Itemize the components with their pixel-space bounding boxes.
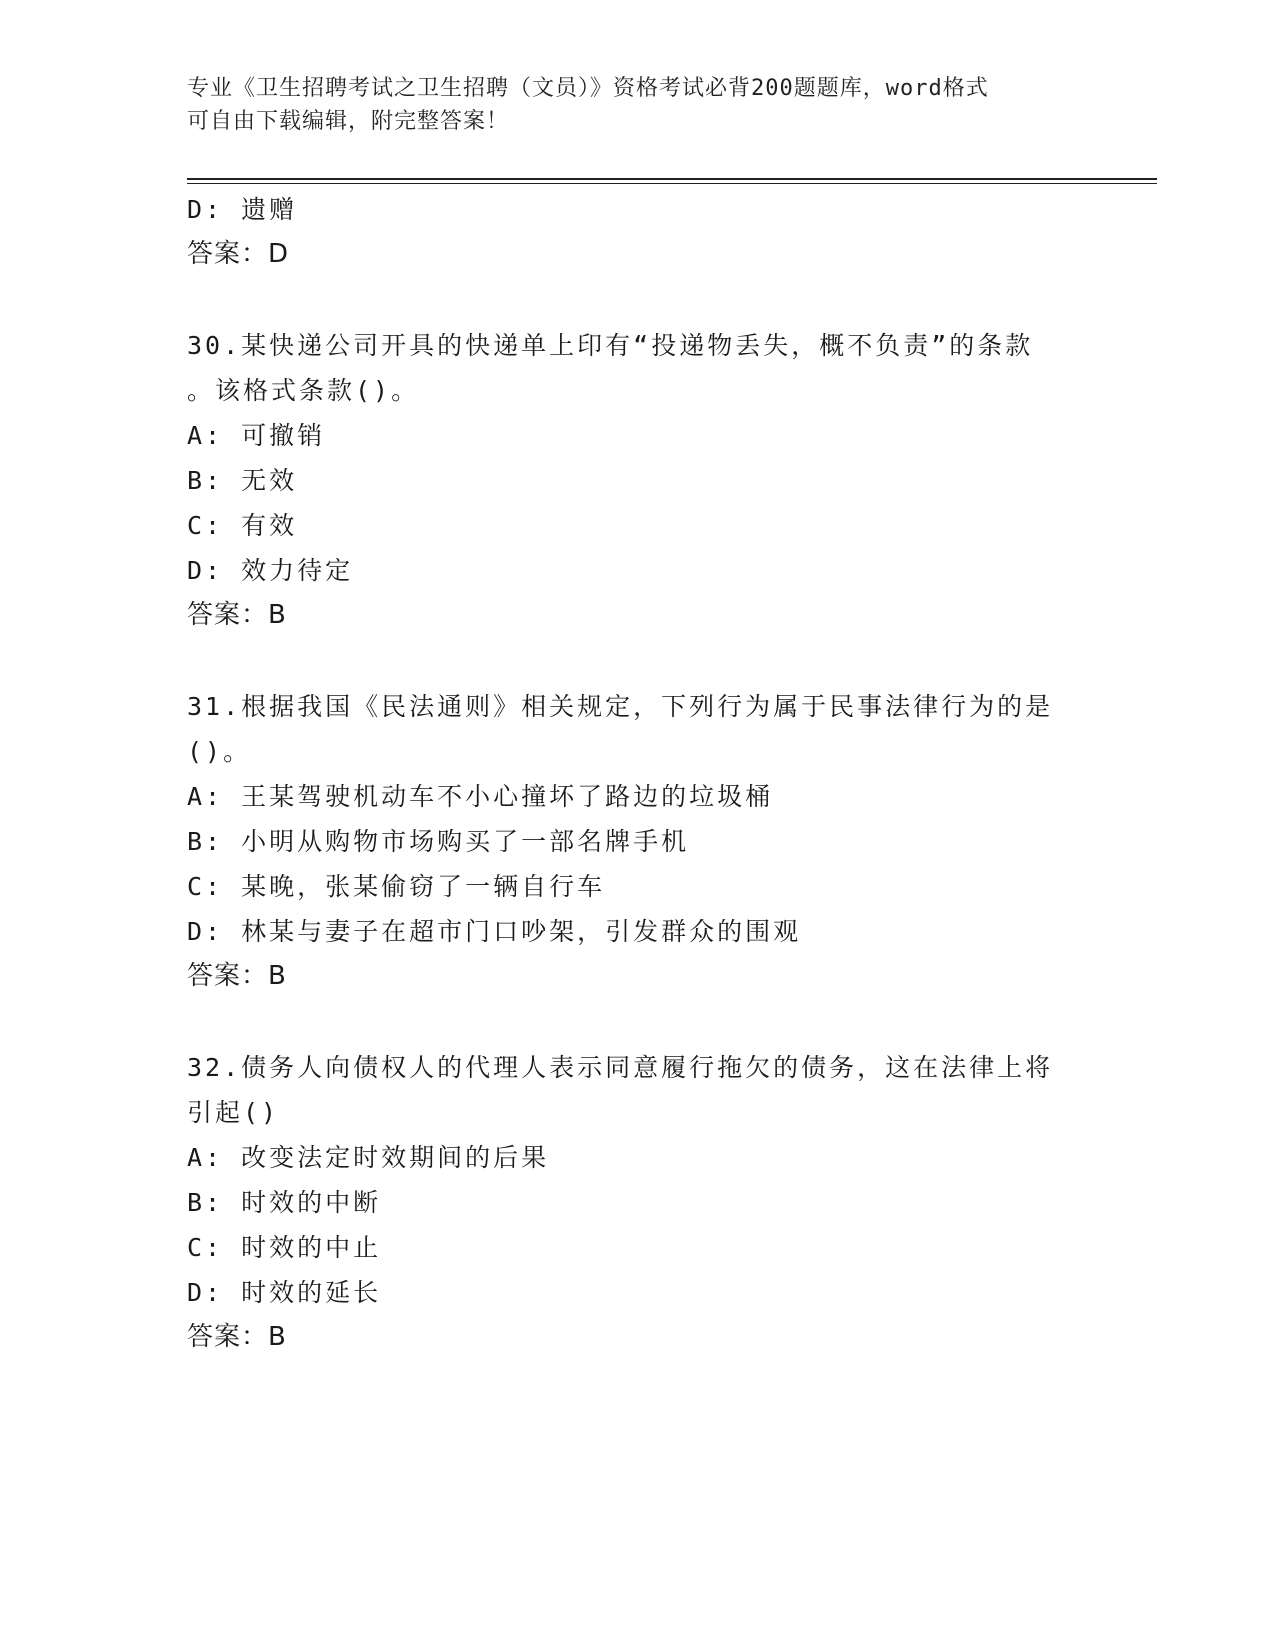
- option-b: B: 无效: [187, 466, 298, 495]
- prev-option-d: D: 遗赠: [187, 195, 298, 224]
- question-stem-continued: 引起(): [187, 1098, 280, 1127]
- header-divider: [187, 178, 1157, 184]
- question-31: [187, 684, 1087, 999]
- prev-answer: 答案：D: [187, 239, 290, 269]
- option-d: D: 林某与妻子在超市门口吵架，引发群众的围观: [187, 917, 802, 946]
- option-c: C: 有效: [187, 511, 298, 540]
- header-title-line-2: 可自由下载编辑，附完整答案！: [187, 109, 510, 134]
- question-stem-continued: ()。: [187, 737, 252, 766]
- option-c: C: 时效的中止: [187, 1233, 382, 1262]
- question-stem: 31.根据我国《民法通则》相关规定，下列行为属于民事法律行为的是: [187, 692, 1054, 721]
- question-stem: 30.某快递公司开具的快递单上印有“投递物丢失，概不负责”的条款: [187, 331, 1034, 360]
- question-stem: 32.债务人向债权人的代理人表示同意履行拖欠的债务，这在法律上将: [187, 1053, 1054, 1082]
- answer: 答案：B: [187, 1322, 287, 1352]
- option-c: C: 某晚，张某偷窃了一辆自行车: [187, 872, 606, 901]
- option-b: B: 小明从购物市场购买了一部名牌手机: [187, 827, 690, 856]
- option-a: A: 可撤销: [187, 421, 326, 450]
- document-page: [187, 0, 1157, 1650]
- option-d: D: 时效的延长: [187, 1278, 382, 1307]
- header-title-line-1: 专业《卫生招聘考试之卫生招聘（文员）》资格考试必背200题题库，word格式: [187, 76, 989, 101]
- option-a: A: 改变法定时效期间的后果: [187, 1143, 550, 1172]
- question-32: [187, 1045, 1087, 1360]
- option-d: D: 效力待定: [187, 556, 354, 585]
- option-b: B: 时效的中断: [187, 1188, 382, 1217]
- question-stem-continued: 。该格式条款()。: [187, 376, 420, 405]
- option-a: A: 王某驾驶机动车不小心撞坏了路边的垃圾桶: [187, 782, 774, 811]
- question-content: [187, 187, 1087, 1360]
- question-30: [187, 323, 1087, 638]
- answer: 答案：B: [187, 961, 287, 991]
- page-header: [187, 72, 1087, 138]
- answer: 答案：B: [187, 600, 287, 630]
